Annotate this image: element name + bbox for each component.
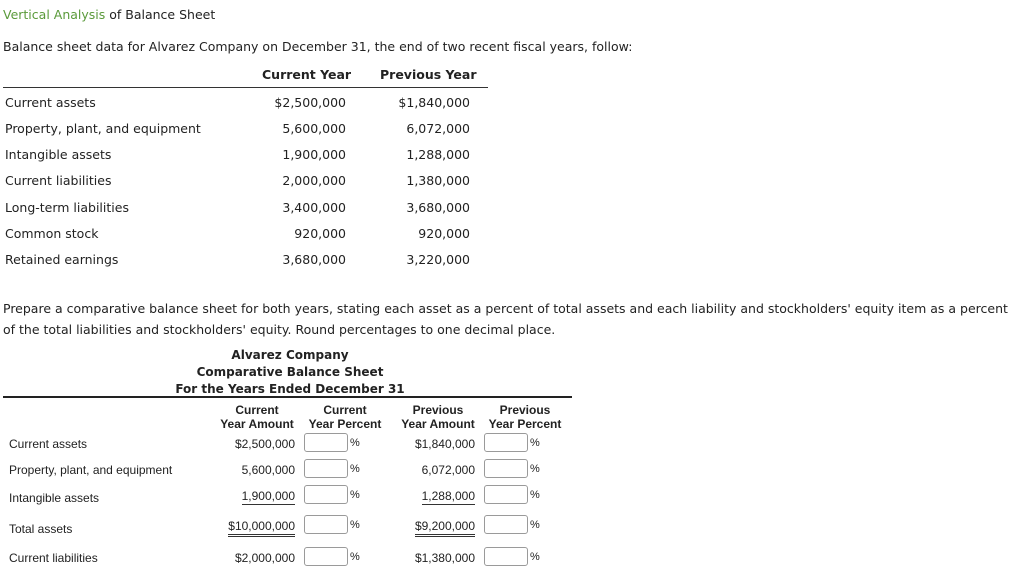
report-header-rule [3, 396, 572, 398]
vertical-analysis-link[interactable]: Vertical Analysis [3, 7, 106, 22]
row-current: 5,600,000 [282, 121, 346, 136]
row-current: 3,400,000 [282, 200, 346, 215]
report-statement: Comparative Balance Sheet [196, 365, 384, 379]
row-previous: $1,840,000 [398, 95, 470, 110]
row-label: Intangible assets [5, 147, 112, 162]
row-label: Long-term liabilities [5, 200, 129, 215]
report-row-label: Property, plant, and equipment [9, 463, 173, 477]
intangible-current-percent-input[interactable] [304, 485, 348, 504]
report-row-label: Current assets [9, 437, 88, 451]
report-period: For the Years Ended December 31 [175, 382, 405, 396]
report-row-current-amount: $2,500,000 [234, 437, 295, 451]
current-assets-previous-percent-input[interactable] [484, 433, 528, 452]
percent-sign: % [530, 463, 540, 475]
ppe-current-percent-input[interactable] [304, 459, 348, 478]
report-row-previous-amount: 1,288,000 [421, 489, 475, 503]
report-row-current-amount: 1,900,000 [241, 489, 295, 503]
percent-sign: % [530, 437, 540, 449]
report-row-current-amount: $2,000,000 [234, 551, 295, 565]
row-previous: 1,380,000 [406, 173, 470, 188]
report-row-current-amount: $10,000,000 [200, 519, 295, 533]
hdr-current-year-percent: Current Year Percent [308, 403, 382, 431]
row-current: 2,000,000 [282, 173, 346, 188]
report-company: Alvarez Company [231, 348, 349, 362]
total-assets-previous-percent-input[interactable] [484, 515, 528, 534]
report-row-previous-amount: 6,072,000 [421, 463, 475, 477]
page-title [3, 7, 215, 22]
row-current: 920,000 [294, 226, 346, 241]
row-previous: 3,680,000 [406, 200, 470, 215]
total-assets-current-percent-input[interactable] [304, 515, 348, 534]
percent-sign: % [530, 519, 540, 531]
title-suffix: of Balance Sheet [105, 7, 216, 22]
row-label: Common stock [5, 226, 99, 241]
report-row-previous-amount: $1,840,000 [414, 437, 475, 451]
report-row-label: Current liabilities [9, 551, 98, 565]
report-row-current-amount: 5,600,000 [241, 463, 295, 477]
hdr-previous-year-amount: Previous Year Amount [401, 403, 475, 431]
percent-sign: % [530, 489, 540, 501]
col-header-current-year: Current Year [262, 67, 352, 82]
current-liabilities-previous-percent-input[interactable] [484, 547, 528, 566]
ppe-previous-percent-input[interactable] [484, 459, 528, 478]
row-label: Property, plant, and equipment [5, 121, 201, 136]
report-row-previous-amount: $1,380,000 [414, 551, 475, 565]
header-rule [3, 87, 488, 88]
row-previous: 6,072,000 [406, 121, 470, 136]
row-previous: 920,000 [418, 226, 470, 241]
row-previous: 1,288,000 [406, 147, 470, 162]
percent-sign: % [350, 489, 360, 501]
hdr-previous-year-percent: Previous Year Percent [488, 403, 562, 431]
row-current: 3,680,000 [282, 252, 346, 267]
intro-text: Balance sheet data for Alvarez Company on December 31, the end of two recent fiscal years, follow: [3, 39, 633, 54]
percent-sign: % [350, 437, 360, 449]
intangible-previous-percent-input[interactable] [484, 485, 528, 504]
row-label: Current assets [5, 95, 96, 110]
report-row-label: Intangible assets [9, 491, 100, 505]
percent-sign: % [350, 463, 360, 475]
current-assets-current-percent-input[interactable] [304, 433, 348, 452]
col-header-previous-year: Previous Year [380, 67, 477, 82]
percent-sign: % [530, 551, 540, 563]
report-row-previous-amount: $9,200,000 [380, 519, 475, 533]
percent-sign: % [350, 519, 360, 531]
current-liabilities-current-percent-input[interactable] [304, 547, 348, 566]
row-label: Retained earnings [5, 252, 119, 267]
row-label: Current liabilities [5, 173, 112, 188]
row-current: $2,500,000 [274, 95, 346, 110]
hdr-current-year-amount: Current Year Amount [220, 403, 294, 431]
row-previous: 3,220,000 [406, 252, 470, 267]
row-current: 1,900,000 [282, 147, 346, 162]
instructions-text: Prepare a comparative balance sheet for both years, stating each asset as a percent of total assets and each liability and stockholders' equity item as a percent of the total liabilities and stockholders' equity. Round percentages to one decimal place. [3, 301, 1008, 337]
report-row-label: Total assets [9, 522, 73, 536]
percent-sign: % [350, 551, 360, 563]
